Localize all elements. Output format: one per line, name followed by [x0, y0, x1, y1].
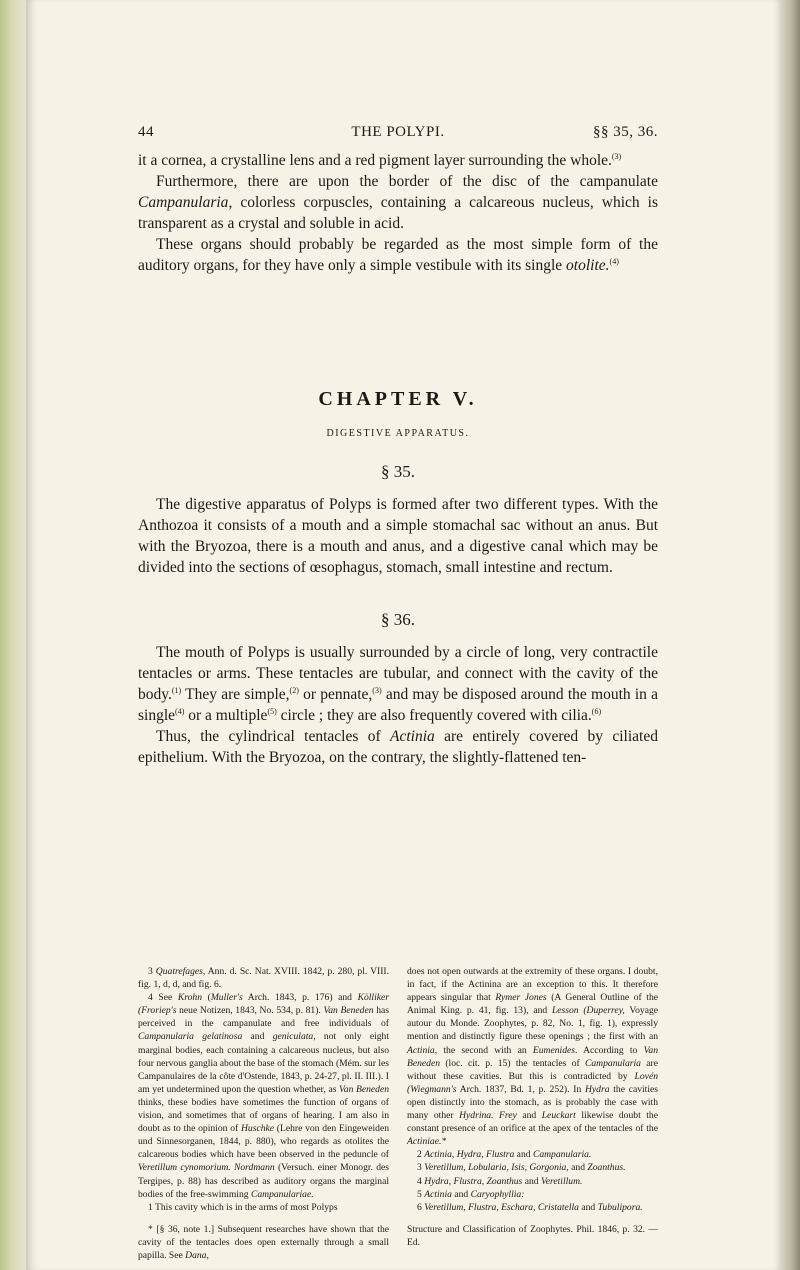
page-edge-shadow [780, 0, 800, 1270]
footnote-1-continued: does not open outwards at the extremity of these organs. I doubt, in fact, if the Actinina are an exception to this. It therefore appears singular that Rymer Jones (A General Outline of the Animal King. p. 41, fig. 13), and Lesson (Duperrey, Voyage autour du Monde. Zoophytes, p. 82, No. 1, fig. 1), expressly mention and distinctly figure these openings ; the first with an Actinia, the second with an Eumenides. According to Van Beneden (loc. cit. p. 15) the tentacles of Campanularia are without these cavities. But this is contradicted by Lovén (Wiegmann's Arch. 1837, Bd. 1, p. 252). In Hydra the cavities open distinctly into the stomach, as is probably the case with many other Hydrina. Frey and Leuckart likewise doubt the constant presence of an orifice at the apex of the tentacles of the Actiniae.* [407, 966, 659, 1148]
paragraph: Thus, the cylindrical tentacles of Actinia are entirely covered by ciliated epithelium. With the Bryozoa, on the contrary, the slightly-flattened ten- [138, 728, 658, 766]
chapter-subtitle: DIGESTIVE APPARATUS. [326, 428, 470, 439]
footnote-3: 3 Quatrefages, Ann. d. Sc. Nat. XVIII. 1842, p. 280, pl. VIII. fig. 1, d, d, and fig. 6. [138, 966, 389, 991]
paragraph: Furthermore, there are upon the border of the disc of the campanulate Campanularia, colorless corpuscles, containing a calcareous nucleus, which is transparent as a crystal and soluble in acid. [138, 173, 658, 232]
chapter-title: CHAPTER V. [318, 388, 478, 410]
footnote-5: 5 Actinia and Caryophyllia: [417, 1188, 525, 1200]
footnotes-left-column [138, 965, 389, 1262]
footnote-1: 1 This cavity which is in the arms of most Polyps [148, 1201, 338, 1213]
footnote-3: 3 Veretillum, Lobularia, Isis, Gorgonia, and Zoanthus. [417, 1162, 626, 1174]
section-36-text [138, 642, 658, 768]
paragraph: it a cornea, a crystalline lens and a red pigment layer surrounding the whole.$^{(3)}$ [138, 151, 622, 169]
paragraph: The mouth of Polyps is usually surrounded by a circle of long, very contractile tentacles or arms. These tentacles are tubular, and connect with the cavity of the body.$^{(1)}$ They are simple,$^{(2)}$ or pennate,$^{(3)}$ and may be disposed around the mouth in a single$^{(4)}$ or a multiple$^{(5)}$ circle ; they are also frequently covered with cilia.$^{(6)}$ [138, 644, 658, 724]
footnote-6: 6 Veretillum, Flustra, Eschara, Cristatella and Tubulipora. [417, 1201, 643, 1213]
page-number: 44 [138, 124, 154, 140]
paragraph: These organs should probably be regarded as the most simple form of the auditory organs, for they have only a simple vestibule with its single otolite.$^{(4)}$ [138, 236, 658, 274]
paragraph: The digestive apparatus of Polyps is formed after two different types. With the Anthozoa it consists of a mouth and a simple stomachal sac without an anus. But with the Bryozoa, there is a mouth and anus, and a digestive canal which may be divided into the sections of œsophagus, stomach, small intestine and rectum. [138, 496, 658, 576]
page-gutter-shadow [0, 0, 26, 1270]
footnote-4: 4 See Krohn (Muller's Arch. 1843, p. 176) and Kölliker (Froriep's neue Notizen, 1843, No. 534, p. 81). Van Beneden has perceived in the campanulate and free individuals of Campanularia gelatinosa and geniculata, not only eight marginal bodies, each containing a calcareous nucleus, but also four nervous ganglia about the base of the stomach (Mém. sur les Campanulaires de la côte d'Ostende, 1843, p. 24-27, pl. II. III.). I am yet undetermined upon the question whether, as Van Beneden thinks, these bodies have sometimes the function of organs of vision, and sometimes that of organs of hearing. I am also in doubt as to the opinion of Huschke (Lehre von den Eingeweiden und Sinnesorganen, 1844, p. 880), who regards as otolites the calcareous bodies which have been observed in the peduncle of Veretillum cynomorium. Nordmann (Versuch. einer Monogr. des Tergipes, p. 88) has described as auditory organs the marginal bodies of the free-swimming Campanulariae. [138, 992, 390, 1200]
intro-text [138, 150, 658, 276]
section-35-text [138, 494, 658, 578]
section-heading-36: § 36. [381, 610, 415, 629]
editor-note-continued: Structure and Classification of Zoophytes. Phil. 1846, p. 32. — Ed. [407, 1223, 658, 1248]
section-range: §§ 35, 36. [593, 124, 658, 140]
footnotes-right-column [407, 965, 658, 1249]
editor-note: * [§ 36, note 1.] Subsequent researches have shown that the cavity of the tentacles does open externally through a small papilla. See Dana, [138, 1223, 389, 1261]
section-heading-35: § 35. [381, 462, 415, 481]
footnote-4: 4 Hydra, Flustra, Zoanthus and Veretillum. [417, 1175, 583, 1187]
footnote-2: 2 Actinia, Hydra, Flustra and Campanularia. [417, 1149, 592, 1161]
running-title: THE POLYPI. [351, 124, 445, 140]
